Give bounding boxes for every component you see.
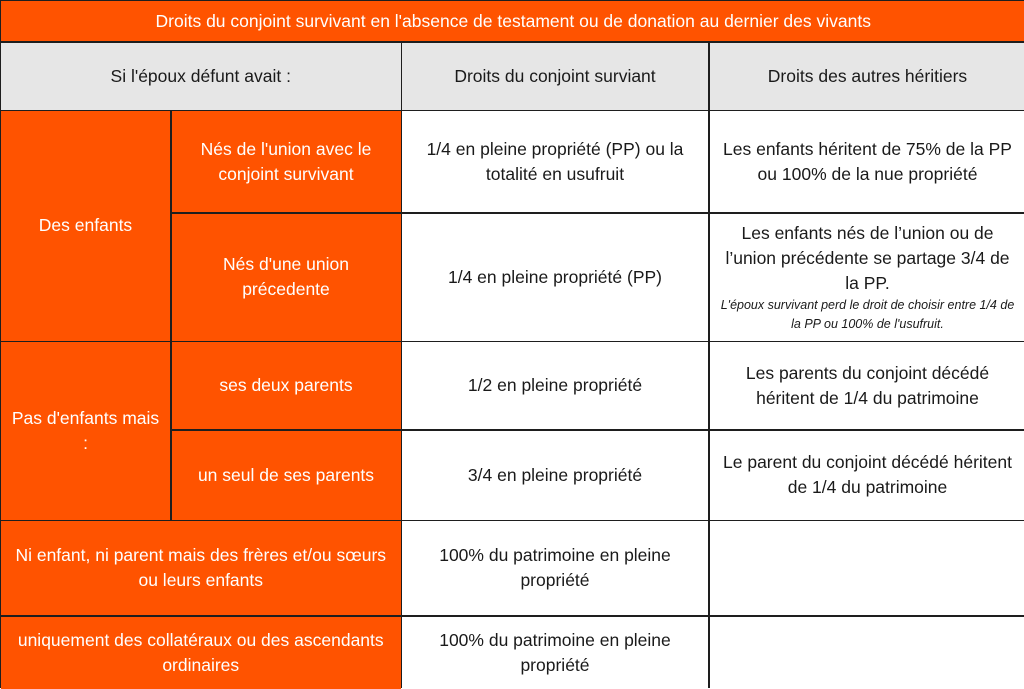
row-label: Nés d'une union précedente <box>172 214 401 341</box>
spouse-rights-cell: 1/4 en pleine propriété (PP) <box>402 214 708 341</box>
row-label: uniquement des collatéraux ou des ascendants ordinaires <box>1 617 401 689</box>
spouse-rights-cell: 100% du patrimoine en pleine propriété <box>402 617 708 689</box>
row-label: ses deux parents <box>172 342 401 429</box>
group-no-children: Pas d'enfants mais : <box>1 342 170 520</box>
other-heirs-cell: Les enfants héritent de 75% de la PP ou 100% de la nue propriété <box>710 111 1024 212</box>
row-label: Ni enfant, ni parent mais des frères et/ou sœurs ou leurs enfants <box>1 521 401 615</box>
other-heirs-note: L'époux survivant perd le droit de choisir entre 1/4 de la PP ou 100% de l'usufruit. <box>720 296 1016 334</box>
header-situation: Si l'époux défunt avait : <box>1 43 401 110</box>
other-heirs-text: Les enfants nés de l’union ou de l’union précédente se partage 3/4 de la PP. <box>720 221 1016 296</box>
spouse-rights-cell: 1/4 en pleine propriété (PP) ou la totalité en usufruit <box>402 111 708 212</box>
header-other-heirs: Droits des autres héritiers <box>710 43 1024 110</box>
group-children: Des enfants <box>1 111 170 341</box>
other-heirs-cell <box>710 521 1024 615</box>
row-label: un seul de ses parents <box>172 431 401 520</box>
other-heirs-cell: Le parent du conjoint décédé héritent de 1/4 du patrimoine <box>710 431 1024 520</box>
other-heirs-cell <box>710 617 1024 689</box>
spouse-rights-cell: 3/4 en pleine propriété <box>402 431 708 520</box>
other-heirs-cell <box>710 214 1024 341</box>
table-title: Droits du conjoint survivant en l'absence de testament ou de donation au dernier des vivants <box>1 1 1024 41</box>
spouse-rights-cell: 100% du patrimoine en pleine propriété <box>402 521 708 615</box>
other-heirs-cell: Les parents du conjoint décédé héritent de 1/4 du patrimoine <box>710 342 1024 429</box>
header-spouse-rights: Droits du conjoint surviant <box>402 43 708 110</box>
row-label: Nés de l'union avec le conjoint survivant <box>172 111 401 212</box>
spouse-rights-cell: 1/2 en pleine propriété <box>402 342 708 429</box>
